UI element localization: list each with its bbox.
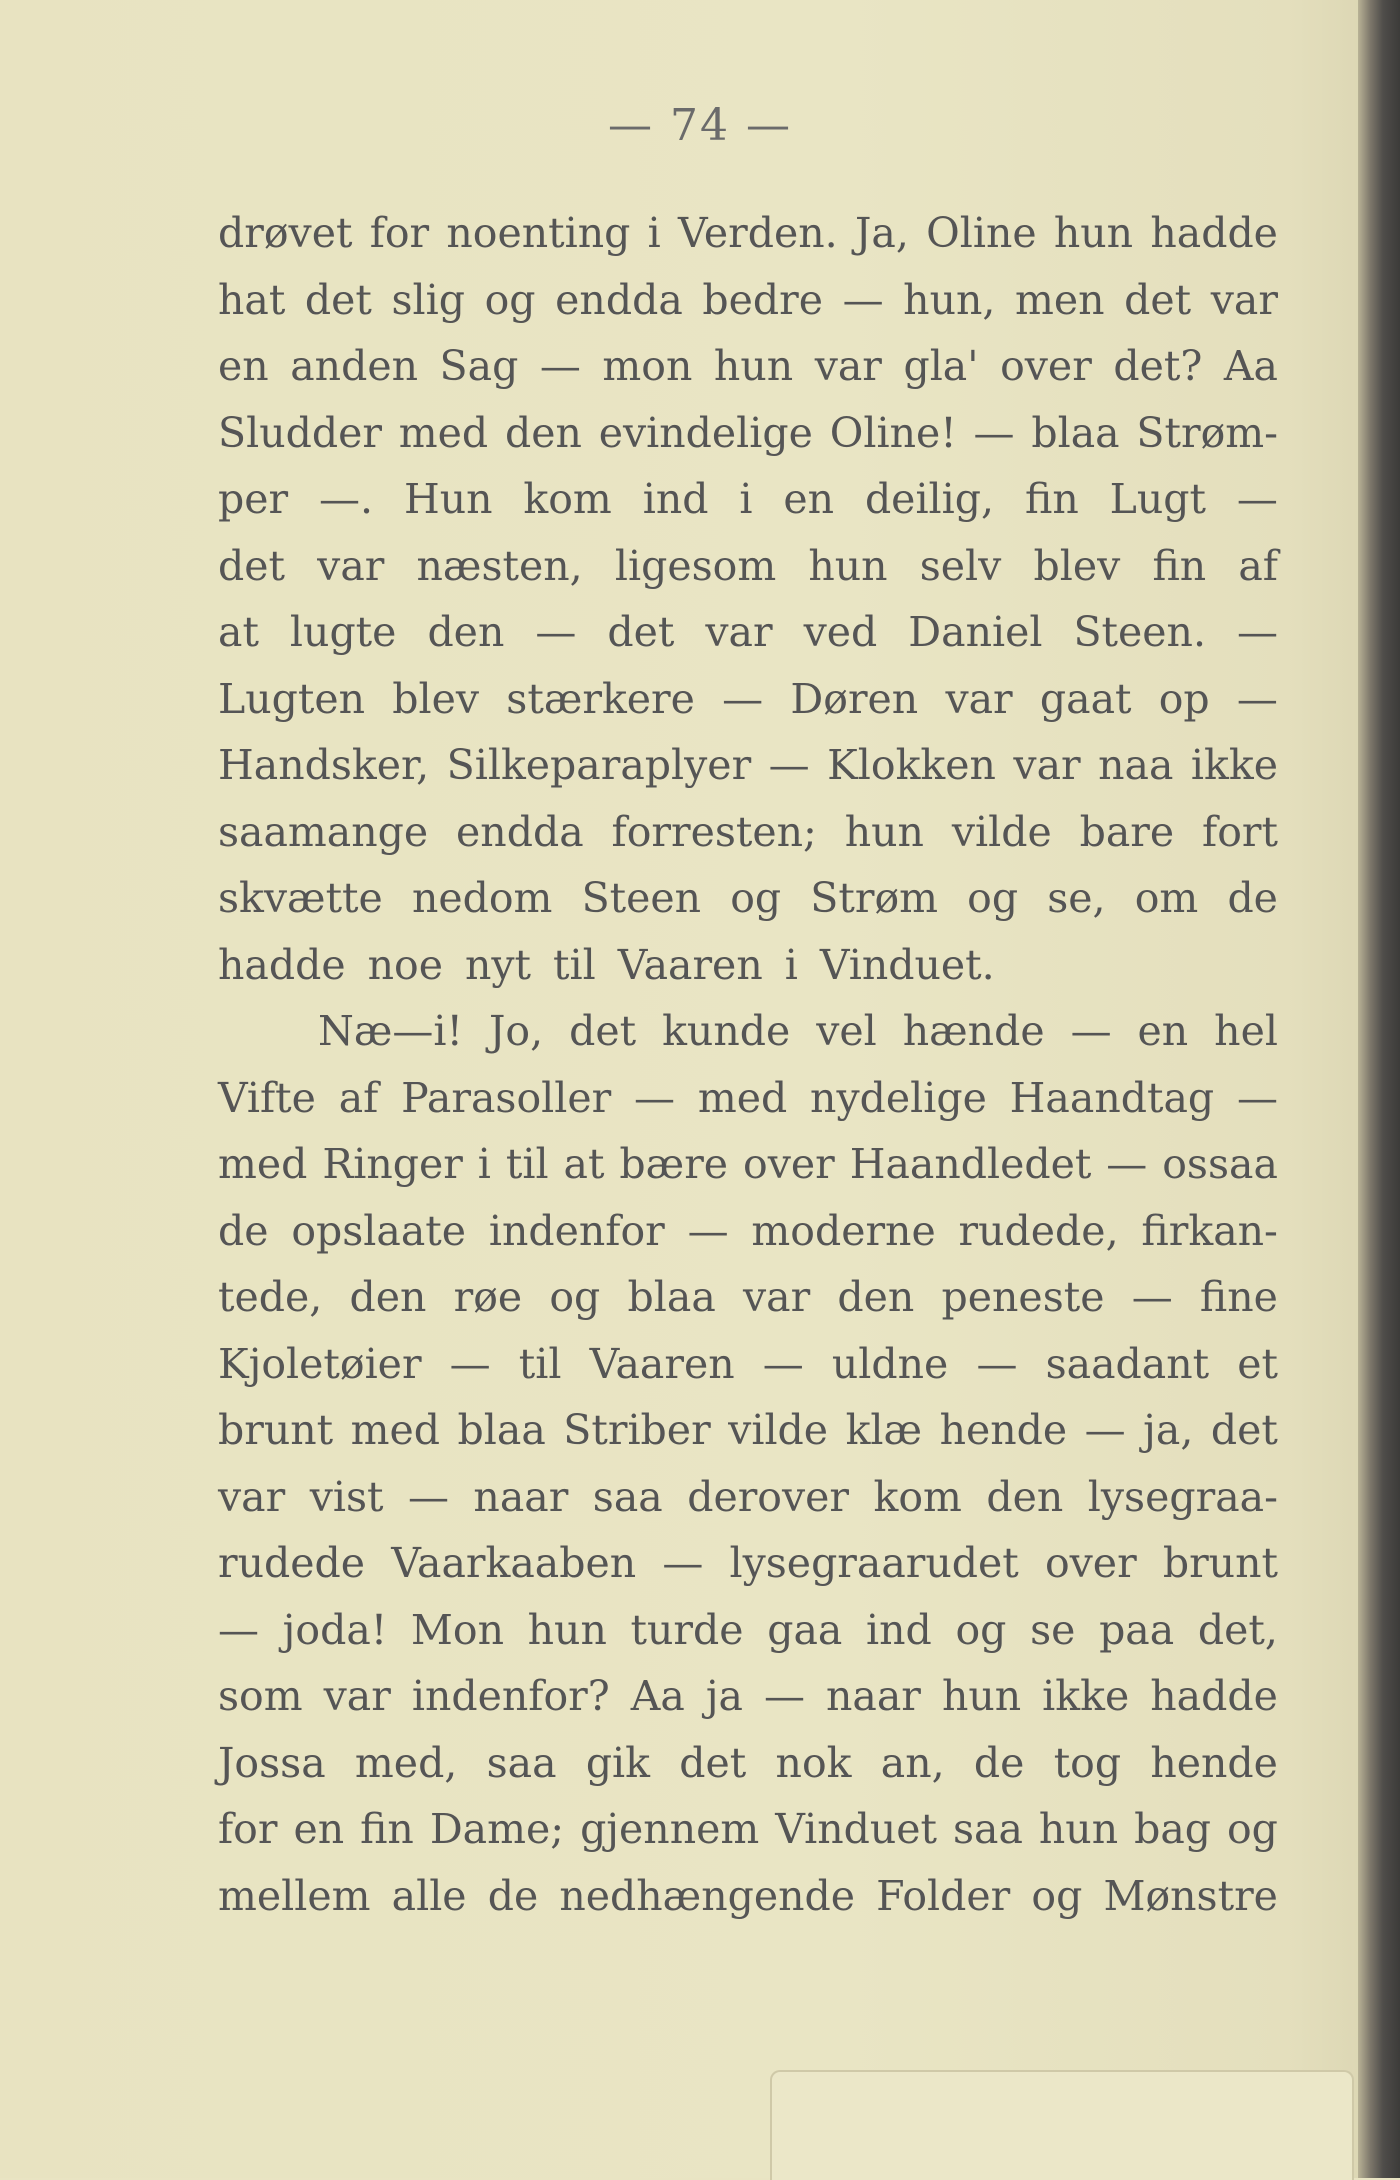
text-line: Sludder med den evindelige Oline! — blaa Strøm- <box>218 408 1278 457</box>
text-line: de opslaate indenfor — moderne rudede, firkan- <box>218 1206 1278 1255</box>
text-line: med Ringer i til at bære over Haandledet — ossaa <box>218 1140 1278 1188</box>
text-line: per —. Hun kom ind i en deilig, fin Lugt — <box>218 475 1278 523</box>
text-line: skvætte nedom Steen og Strøm og se, om de <box>218 874 1278 922</box>
text-line: Vifte af Parasoller — med nydelige Haandtag — <box>218 1073 1278 1122</box>
text-line: — joda! Mon hun turde gaa ind og se paa det, <box>218 1605 1278 1654</box>
page-number: — 74 — <box>608 100 792 151</box>
text-line: saamange endda forresten; hun vilde bare fort <box>218 807 1278 856</box>
text-line: Næ—i! Jo, det kunde vel hænde — en hel <box>318 1007 1278 1055</box>
text-line: tede, den røe og blaa var den peneste — fine <box>218 1273 1278 1321</box>
text-line: en anden Sag — mon hun var gla' over det? Aa <box>218 342 1278 390</box>
text-line: var vist — naar saa derover kom den lysegraa- <box>218 1472 1278 1521</box>
text-line: hat det slig og endda bedre — hun, men det var <box>218 275 1278 324</box>
text-line: at lugte den — det var ved Daniel Steen. — <box>218 608 1278 656</box>
text-line: mellem alle de nedhængende Folder og Mønstre <box>218 1871 1278 1920</box>
library-label <box>770 2070 1354 2180</box>
text-line: rudede Vaarkaaben — lysegraarudet over brunt <box>218 1539 1278 1587</box>
text-line: Jossa med, saa gik det nok an, de tog hende <box>218 1738 1278 1787</box>
text-line: Handsker, Silkeparaplyer — Klokken var naa ikke <box>218 741 1278 789</box>
text-line: som var indenfor? Aa ja — naar hun ikke hadde <box>218 1672 1278 1720</box>
body-text <box>218 200 1278 1929</box>
text-line: Lugten blev stærkere — Døren var gaat op — <box>218 674 1278 723</box>
text-line: hadde noe nyt til Vaaren i Vinduet. <box>218 940 995 989</box>
text-line: det var næsten, ligesom hun selv blev fin af <box>218 541 1278 590</box>
text-line: for en fin Dame; gjennem Vinduet saa hun bag og <box>218 1805 1278 1853</box>
text-line: brunt med blaa Striber vilde klæ hende — ja, det <box>218 1406 1278 1454</box>
text-line: drøvet for noenting i Verden. Ja, Oline hun hadde <box>218 209 1278 257</box>
text-line: Kjoletøier — til Vaaren — uldne — saadant et <box>218 1339 1278 1388</box>
book-spine <box>1358 0 1400 2178</box>
